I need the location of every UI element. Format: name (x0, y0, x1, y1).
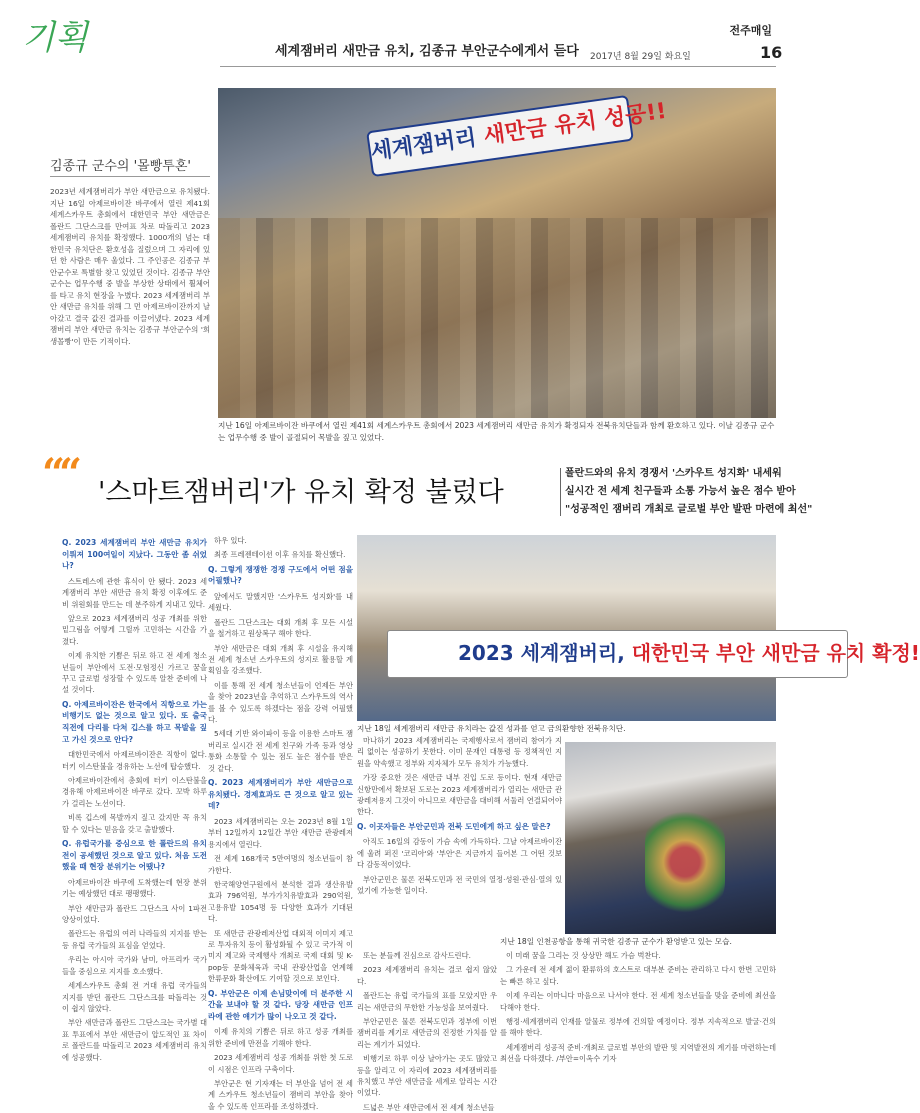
newspaper-name: 전주매일 (729, 24, 772, 37)
photo-banner-text (366, 95, 668, 177)
interview-paragraph: 최종 프레젠테이션 이후 유치를 확신했다. (214, 550, 346, 560)
main-headline: '스마트잼버리'가 유치 확정 불렀다 (98, 477, 504, 508)
subhead-1: 폴란드와의 유치 경쟁서 '스카우트 성지화' 내세워 (565, 468, 782, 479)
interview-paragraph: 아제르바이잔에서 총회에 터키 이스탄불을 경유해 아제르바이잔 바쿠로 갔다. 꼬박 하루가 걸리는 노선이다. (62, 776, 207, 808)
quote-mark-icon: ““ (42, 450, 77, 497)
sidebar-divider (50, 176, 210, 177)
interview-paragraph: 이제 유치한 기쁨은 뒤로 하고 전 세계 청소년들이 부안에서 도전·모험정신 가르고 꿈을 꾸고 글로벌 성장할 수 있도록 알찬 준비에 나설 것이다. (62, 651, 207, 695)
section-kicker: 기획 (22, 18, 88, 58)
sidebar-title: 김종규 군수의 '몰빵투혼' (50, 159, 191, 174)
interview-paragraph: 5세대 기반 와이파이 등을 이용한 스마트 잼버리로 실시간 전 세계 친구와 가족 등과 영상통화 소통할 수 있는 점도 높은 점수를 받은 것 같다. (208, 729, 353, 773)
interview-paragraph: 폴란드는 유럽의 여러 나라들의 지지를 받는 등 유럽 국가들의 표심을 얻었다. (62, 929, 207, 950)
interview-paragraph: 2023 세계잼버리 유치는 결코 쉽지 않았다. (357, 965, 497, 986)
interview-question: Q. 이곳자들은 부안군민과 전북 도민에게 하고 싶은 말은? (357, 821, 551, 831)
subhead-2: 실시간 전 세계 친구들과 소통 가능서 높은 점수 받아 (565, 486, 796, 497)
interview-paragraph: 부안군민은 물론 전북도민과 정부에 이번 잼버리를 계기로 새만금의 진정한 가치를 알리는 계기가 되었다. (357, 1017, 497, 1049)
interview-column-2 (208, 535, 353, 1111)
banner2-text-b: 대한민국 부안 새만금 유치 확정! (631, 641, 920, 665)
interview-paragraph: 2023 세계잼버리는 오는 2023년 8월 1일부터 12일까지 12일간 부안 새만금 관광레저용지에서 열린다. (208, 816, 353, 849)
interview-question: Q. 부안군은 이제 손님맞이에 더 분주한 시간을 보내야 할 것 같다. 당장 새만금 인프라에 관한 얘기가 많이 나오고 것 같다. (208, 988, 353, 1021)
photo-banner-2-text (387, 630, 920, 678)
interview-paragraph: 폴란드는 유럽 국가들의 표를 모았지만 우리는 새만금의 무한한 가능성을 보여줬다. (357, 991, 497, 1012)
interview-paragraph: 이를 통해 전 세계 청소년들이 언제든 부안을 찾아 2023년을 추억하고 스카우트의 역사를 볼 수 있도록 하겠다는 점을 강력 어필했다. (208, 680, 353, 725)
banner-text-a: 세계잼버리 (369, 124, 486, 165)
interview-paragraph: 스트레스에 관한 휴식이 안 됐다. 2023 세계잼버리 부안 새만금 유치 확정 이후에도 준비 위원회를 만드는 데 분주하게 지내고 있다. (62, 576, 207, 609)
issue-date: 2017년 8월 29일 화요일 (590, 52, 691, 62)
interview-question: Q. 2023 세계잼버리 부안 새만금 유치가 이뤄져 100여일이 지났다. 그동안 좀 쉬었나? (62, 538, 207, 571)
photo-caption-top: 지난 16일 아제르바이잔 바쿠에서 열린 제41회 세계스카우트 총회에서 2023 세계잼버리 새만금 유치가 확정되자 전북유치단들과 함께 환호하고 있다. 이날 김종규 군수는 업무수행 중 발이 골절되어 목발을 짚고 있었다. (218, 421, 775, 442)
interview-paragraph: 우리는 아시아 국가와 남미, 아프리카 국가들을 중심으로 지지를 호소했다. (62, 955, 207, 976)
interview-paragraph: 아직도 16일의 감동이 가슴 속에 가득하다. 그날 아제르바이잔에 울려 퍼진 '코리아'와 '부안'은 지금까지 들어본 그 어떤 것보다 감동적이었다. (357, 837, 562, 870)
banner-text-b: 새만금 유치 성공!! (482, 98, 668, 150)
photo-caption-bottom: 지난 18일 인천공항을 통해 귀국한 김종규 군수가 환영받고 있는 모습. (500, 937, 732, 946)
interview-paragraph: 대한민국에서 아제르바이잔은 직항이 없다. 터키 이스탄불을 경유하는 노선에 탑승했다. (62, 750, 207, 771)
photo-delegation (357, 535, 920, 721)
interview-paragraph: 2023 세계잼버리 성공 개최를 위한 첫 도로 이 시점은 인프라 구축이다. (208, 1053, 353, 1074)
interview-paragraph: 부안 새만금과 폴란드 그단스크는 국가별 대표 투표에서 부안 새만금이 압도적인 표 차이로 폴란드를 따돌리고 2023 세계잼버리 유치에 성공했다. (62, 1018, 207, 1062)
banner2-text-a: 2023 세계잼버리, (458, 641, 632, 665)
interview-paragraph: 이 미래 꿈을 그리는 것 상상만 해도 가슴 벅찬다. (506, 951, 661, 960)
interview-paragraph: 부안군민은 물론 전북도민과 전 국민의 열정·성원·관심·열의 있었기에 가능한 일이다. (357, 874, 562, 896)
interview-paragraph: 마나하기 2023 세계잼버리는 국제행사로서 잼버리 참여가 지리 없이는 성공하기 못한다. 이미 문재인 대통령 등 정책적인 지원을 약속했고 정부와 지자체가 모두 유치가 가능했다. (357, 736, 562, 768)
interview-paragraph: 비록 깁스에 목발까지 짚고 갔지만 꼭 유치할 수 있다는 믿음을 갖고 출발했다. (62, 813, 207, 834)
interview-question: Q. 2023 세계잼버리가 부안 새만금으로 유치됐다. 경제효과도 큰 것으로 알고 있는데? (208, 778, 353, 811)
interview-paragraph: 세계잼버리 성공적 준비·개최로 글로벌 부안의 발판 및 지역발전의 계기를 마련하는데 최선을 다하겠다. /부안=이옥수 기자 (500, 1042, 776, 1064)
interview-paragraph: 이제 우리는 이마니다 마음으로 나서야 한다. 전 세계 청소년들을 맞을 준비에 최선을 다해야 한다. (500, 991, 776, 1012)
subhead-3: "성공적인 잼버리 개최로 글로벌 부안 발판 마련에 최선" (565, 504, 813, 515)
interview-paragraph: 한국해양연구원에서 분석한 결과 생산유발효과 796억원, 부가가치유발효과 290억원, 고용유발 1054명 등 다양한 효과가 기대된다. (208, 879, 353, 924)
section-title: 세계잼버리 새만금 유치, 김종규 부안군수에게서 듣다 (275, 44, 579, 59)
interview-paragraph: 앞으로 2023 세계잼버리 성공 개최를 위한 밑그림을 어떻게 그릴까 고민하는 시간을 가졌다. (62, 614, 207, 646)
photo-governor (565, 742, 776, 934)
interview-paragraph: 하우 있다. (214, 536, 247, 545)
interview-paragraph: 행정·세계잼버리 인재를 알물로 정부에 건의할 예정이다. 정부 지속적으로 발굴·건의를 해야 한다. (500, 1017, 776, 1038)
sidebar-body: 2023년 세계잼버리가 부안 새만금으로 유치됐다. 지난 16일 아제르바이잔 바쿠에서 열린 제41회 세계스카우트 총회에서 대한민국 부안 새만금은 폴란드 그단스크를 만여표 차로 따돌리고 2023 세계잼버리 유치를 확정했다. 1000개의 넘는 대한민국 유치단은 환호성을 질렀으며 그 자리에 있던 한 사람은 매우 울었다. 그 주인공은 김종규 부안군수로 특별함 찾고 있었던 것이다. 김종규 부안군수는 업무수행 중 발을 부상한 상태에서 휠체어를 타고 유치 현장을 누볐다. 2023 세계잼버리 부안 새만금 유치를 위해 그 먼 아제르바이잔까지 날아갔고 결국 값진 결과를 이끌어냈다. 2023 세계잼버리 부안 새만금 유치는 김종규 부안군수의 '희생몰빵'이 만든 기적이다. (50, 187, 210, 346)
photo-celebration (218, 88, 776, 418)
photo-crowd (218, 218, 776, 418)
interview-question: Q. 아제르바이잔은 한국에서 직항으로 가는 비행기도 없는 것으로 알고 있다. 또 출국 직전에 다리를 다쳐 깁스를 하고 목발을 짚고 가신 것으로 안다? (62, 699, 207, 744)
interview-paragraph: 비행기로 하루 이상 날아가는 곳도 많았고 등을 알리고 이 자리에 2023 세계잼버리를 유치했고 부안 새만금을 세계로 알리는 시간이었다. (357, 1054, 497, 1098)
subhead-bar (560, 468, 561, 516)
photo-caption-mid: 지난 18일 세계잼버리 새만금 유치라는 값진 성과를 얻고 금의환향한 전북유치단. (357, 724, 626, 733)
interview-paragraph: 그 가운데 전 세계 젊이 환류하의 호스트로 대부분 준비는 관리하고 다시 한번 고민하는 빠른 하고 싶다. (500, 965, 776, 986)
interview-paragraph: 폴란드 그단스크는 대회 개최 후 모든 시설을 철거하고 원상복구 해야 한다. (208, 617, 353, 639)
interview-column-4 (500, 950, 776, 1100)
interview-question: Q. 유럽국가를 중심으로 한 폴란드의 유치전이 공세했던 것으로 알고 있다. 처음 도전했을 때 현장 분위기는 어땠나? (62, 839, 207, 872)
interview-paragraph: 전 세계 168개국 5만여명의 청소년들이 참가한다. (208, 854, 353, 875)
interview-paragraph: 가장 중요한 것은 새만금 내부 진입 도로 등이다. 현재 새만금 신항만에서 확보된 도로는 2023 세계잼버리가 열리는 새만금 관광레저용지 그것이 아니므로 새만금을 대비해 서둘러 연결되어야 한다. (357, 773, 562, 817)
interview-paragraph: 부안 새만금은 대회 개최 후 시설을 유지해 전 세계 청소년 스카우트의 성지로 활용할 계획임을 강조했다. (208, 643, 353, 676)
interview-paragraph: 부안 새만금과 폴란드 그단스크 사이 1파전 양상이었다. (62, 903, 207, 925)
interview-paragraph: 이제 유치의 기쁨은 뒤로 하고 성공 개최를 위한 준비에 만전을 기해야 한다. (208, 1027, 353, 1048)
interview-paragraph: 세계스카우트 총회 전 거대 유럽 국가들의 지지를 받던 폴란드 그단스크를 따돌리는 것이 쉽지 않았다. (62, 981, 207, 1013)
interview-paragraph: 또는 분들께 진심으로 감사드린다. (363, 951, 471, 960)
header-rule (220, 66, 776, 67)
interview-column-3b (357, 950, 497, 1112)
interview-column-1 (62, 535, 207, 1095)
interview-paragraph: 또 새만금 관광레저산업 대외적 이미지 제고로 투자유치 등이 활성화될 수 있고 국가적 이미지 제고와 국제행사 개최로 국제 대회 및 K-pop등 문화체육과 국내 관광산업을 연계해 한류문화 확산에도 기여할 것으로 보인다. (208, 928, 353, 984)
subheadlines (565, 465, 813, 519)
flower-lei (645, 802, 725, 922)
interview-paragraph: 드넓은 부안 새만금에서 전 세계 청소년들 (363, 1102, 495, 1112)
page-number: 16 (760, 43, 783, 62)
interview-question: Q. 그렇게 쟁쟁한 경쟁 구도에서 어떤 점을 어필했나? (208, 564, 353, 586)
interview-paragraph: 앞에서도 말했지만 '스카우트 성지화'를 내세웠다. (208, 592, 353, 613)
interview-paragraph: 부안군은 현 기자재는 더 부안을 넘어 전 세계 스카우트 청소년들이 잼버리 부안을 찾아올 수 있도록 인프라를 조성하겠다. (208, 1078, 353, 1111)
interview-column-3 (357, 735, 562, 935)
interview-paragraph: 아제르바이잔 바쿠에 도착했는데 현장 분위기는 예상했던 대로 팽팽했다. (62, 877, 207, 899)
